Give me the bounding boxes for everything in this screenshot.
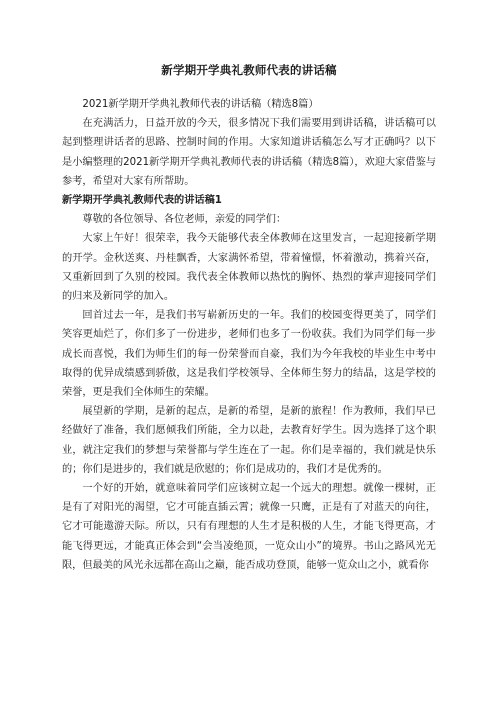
- body-paragraph-4: 一个好的开始，就意味着同学们应该树立起一个远大的理想。就像一棵树，正是有了对阳光的渴望，它才可能直插云霄；就像一只鹰，正是有了对蓝天的向往，它才可能遨游天际。所以，只有有理想的人生才是积极的人生，才能飞得更高，才能飞得更远，才能真正体会到“会当凌绝顶，一览众山小”的境界。书山之路风光无限，但最美的风光永远都在高山之巅，能否成功登顶，能够一览众山之小，就看你: [62, 483, 436, 571]
- document-title: 新学期开学典礼教师代表的讲话稿: [161, 63, 337, 77]
- body-paragraph-3: 展望新的学期，是新的起点，是新的希望，是新的旅程！作为教师，我们早已经做好了准备，我们愿倾我们所能，全力以赴，去教育好学生。因为选择了这个职业，就注定我们的梦想与荣誉都与学生连在了一起。你们是幸福的，我们就是快乐的；你们是进步的，我们就是欣慰的；你们是成功的，我们才是优秀的。: [62, 406, 436, 475]
- document-page: [62, 62, 436, 575]
- body-paragraph-2: 回首过去一年，是我们书写崭新历史的一年。我们的校园变得更美了，同学们笑容更灿烂了，你们多了一份进步，老师们也多了一份收获。我们为同学们每一步成长而喜悦，我们为师生们的每一份荣誉而自豪，我们为今年我校的毕业生中考中取得的优异成绩感到骄傲，这是我们学校领导、全体师生努力的结晶，这是学校的荣誉，更是我们全体师生的荣耀。: [62, 310, 436, 399]
- salutation-paragraph: 尊敬的各位领导、各位老师，亲爱的同学们：: [82, 214, 287, 226]
- intro-paragraph: 在充满活力，日益开放的今天，很多情况下我们需要用到讲话稿，讲话稿可以起到整理讲话者的思路、控制时间的作用。大家知道讲话稿怎么写才正确吗？以下是小编整理的2021新学期开学典礼教师代表的讲话稿（精选8篇），欢迎大家借鉴与参考，希望对大家有所帮助。: [62, 118, 436, 187]
- section-heading: 新学期开学典礼教师代表的讲话稿1: [62, 195, 222, 207]
- document-subtitle: 2021新学期开学典礼教师代表的讲话稿（精选8篇）: [82, 99, 319, 110]
- body-paragraph-1: 大家上午好！很荣幸，我今天能够代表全体教师在这里发言，一起迎接新学期的开学。金秋送爽、丹桂飘香，大家满怀希望，带着憧憬，怀着激动，携着兴奋，又重新回到了久别的校园。我代表全体教师以热忱的胸怀、热烈的掌声迎接同学们的归来及新同学的加入。: [62, 233, 436, 303]
